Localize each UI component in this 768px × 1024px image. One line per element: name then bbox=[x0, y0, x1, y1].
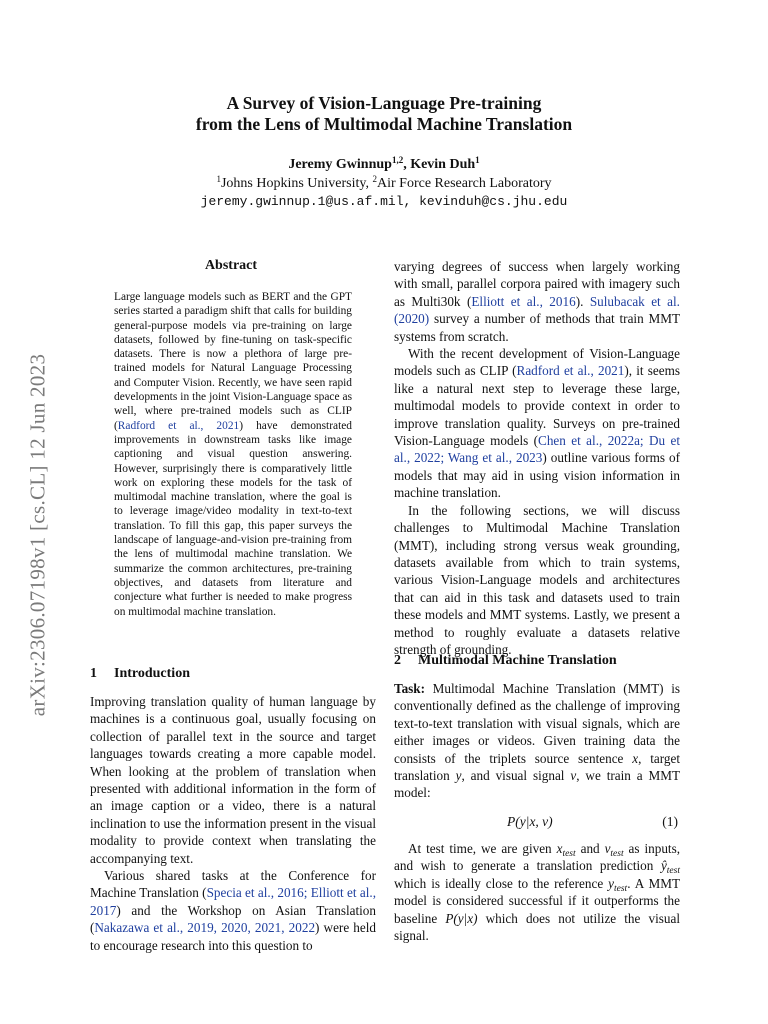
math-subscript: test bbox=[562, 849, 576, 859]
citation-link[interactable]: Nakazawa et al., 2019, 2020, 2021, 2022 bbox=[94, 920, 316, 936]
author-separator: , bbox=[403, 157, 411, 172]
paragraph-text: . A MMT model is considered successful if it outperforms the baseline bbox=[394, 875, 680, 926]
math-expression: P(y|x) bbox=[445, 910, 478, 926]
paragraph-text: At test time, we are given bbox=[408, 841, 557, 856]
math-var: v bbox=[570, 768, 577, 784]
citation-link[interactable]: Radford et al., 2021 bbox=[117, 419, 240, 432]
paragraph bbox=[394, 258, 680, 345]
paragraph bbox=[394, 680, 680, 802]
math-subscript: test bbox=[610, 849, 624, 859]
affiliations bbox=[84, 176, 684, 192]
arxiv-identifier: arXiv:2306.07198v1 [cs.CL] 12 Jun 2023 bbox=[25, 353, 50, 717]
paragraph-text: which is ideally close to the reference bbox=[394, 875, 609, 891]
paper-title-line-1: A Survey of Vision-Language Pre-training bbox=[226, 93, 542, 113]
paragraph-text: which does not utilize the visual signal. bbox=[394, 910, 680, 944]
math-var: ŷ bbox=[660, 858, 667, 874]
paragraph-text: ), it seems like a natural next step to leverage these large, multimodal models to provide context in order to improve translation quality. Surveys on pre-trained Vision-Language models ( bbox=[394, 363, 681, 449]
section-heading-introduction bbox=[90, 666, 190, 682]
math-var: x bbox=[632, 750, 639, 766]
paper-title-line-2: from the Lens of Multimodal Machine Translation bbox=[195, 114, 573, 134]
paragraph-text: With the recent development of Vision-Language models such as CLIP ( bbox=[394, 346, 680, 379]
affiliation-marker: 1 bbox=[216, 174, 221, 184]
left-column-body bbox=[90, 693, 376, 954]
paragraph bbox=[394, 840, 680, 944]
author-name: Kevin Duh bbox=[410, 157, 476, 172]
citation-link[interactable]: Chen et al., 2022a; Du et al., 2022; Wang et al., 2023 bbox=[394, 433, 681, 466]
math-var: y bbox=[608, 875, 614, 891]
equation-expression: P(y|x, v) bbox=[507, 814, 553, 829]
paragraph-text: , we train a MMT model: bbox=[394, 768, 681, 801]
citation-link[interactable]: Sulubacak et al. (2020) bbox=[394, 293, 680, 327]
section2-paragraph-1 bbox=[394, 680, 680, 802]
abstract-body bbox=[114, 290, 352, 619]
affiliation-name: Johns Hopkins University, bbox=[220, 176, 373, 191]
paragraph: In the following sections, we will discuss challenges to Multimodal Machine Translation (MMT), including strong versus weak grounding, datasets available from which to train systems, various Vision-Language models and architectures that can aid in this task and datasets used to train these models and MMT systems. Lastly, we present a method to roughly evaluate a datasets relative strength of grounding. bbox=[394, 502, 680, 657]
affiliation-marker: 2 bbox=[372, 174, 377, 184]
abstract-heading: Abstract bbox=[204, 258, 258, 273]
citation-link[interactable]: Specia et al., 2016; Elliott et al., 2017 bbox=[90, 885, 376, 918]
affiliation-name: Air Force Research Laboratory bbox=[377, 176, 552, 191]
abstract-text: Large language models such as BERT and the GPT series started a paradigm shift that calls for building general-purpose models via pre-training on large datasets, followed by fine-tuning on task-specific datasets. There is now a plethora of large pre-trained models for Natural Language Processing and Computer Vision. Recently, we have seen rapid developments in the joint Vision-Language space as well, where pre-trained models such as CLIP ( bbox=[114, 291, 352, 432]
section-heading-mmt bbox=[394, 653, 617, 669]
arxiv-sidebar bbox=[18, 320, 58, 750]
paragraph-text: ). bbox=[575, 293, 590, 309]
math-subscript: test bbox=[666, 866, 680, 877]
affiliation-marker: 1 bbox=[475, 155, 480, 165]
section-title: Introduction bbox=[114, 666, 190, 681]
author-name: Jeremy Gwinnup bbox=[288, 157, 392, 172]
math-var: v bbox=[604, 841, 611, 856]
paragraph: Improving translation quality of human language by machines is a continuous goal, usually focusing on collection of parallel text in the source and target languages towards creating a more capable model. When looking at the problem of translation when presented with additional information in the form of an image caption or a video, there is a natural inclination to use the information present in the visual modality to provide context when translating the accompanying text. bbox=[90, 694, 376, 866]
section-number: 2 bbox=[394, 653, 401, 668]
paragraph-text: varying degrees of success when largely working with small, parallel corpora paired with imagery such as Multi30k ( bbox=[394, 259, 680, 309]
task-label: Task: bbox=[394, 681, 426, 696]
math-subscript: test bbox=[614, 883, 628, 894]
citation-link[interactable]: Elliott et al., 2016 bbox=[471, 293, 576, 309]
math-var: x bbox=[556, 841, 563, 856]
right-column-body bbox=[394, 258, 680, 658]
math-var: y bbox=[455, 768, 462, 784]
section-number: 1 bbox=[90, 666, 97, 681]
section-title: Multimodal Machine Translation bbox=[418, 653, 617, 668]
author-list bbox=[84, 157, 684, 173]
equation-number: (1) bbox=[662, 814, 678, 829]
paragraph-text: , target translation bbox=[394, 750, 680, 784]
paragraph-text: and bbox=[575, 841, 605, 856]
paragraph-text: ) and the Workshop on Asian Translation ( bbox=[90, 902, 376, 936]
paragraph-text: as inputs, and wish to generate a translation prediction bbox=[394, 841, 681, 874]
author-emails: jeremy.gwinnup.1@us.af.mil, kevinduh@cs.jhu.edu bbox=[200, 194, 568, 209]
section2-paragraph-2 bbox=[394, 840, 680, 944]
paragraph-text: survey a number of methods that train MMT systems from scratch. bbox=[394, 311, 680, 344]
paragraph-text: ) were held to encourage research into this question to bbox=[90, 920, 376, 953]
affiliation-marker: 1,2 bbox=[391, 155, 404, 165]
citation-link[interactable]: Radford et al., 2021 bbox=[516, 363, 625, 379]
paragraph bbox=[90, 867, 376, 954]
paragraph-text: Various shared tasks at the Conference for Machine Translation ( bbox=[90, 868, 376, 901]
abstract-text: ) have demonstrated improvements in downstream tasks like image captioning and visual question answering. However, surprisingly there is comparatively little work on exploring these models for the task of multimodal machine translation, where the goal is to leverage image/video modality in text-to-text translation. To fill this gap, this paper surveys the landscape of language-and-vision pre-training from the lens of multimodal machine translation. We summarize the common architectures, pre-training objectives, and datasets from literature and conjecture what further is needed to make progress on multimodal machine translation. bbox=[114, 419, 352, 618]
paragraph-text: Multimodal Machine Translation (MMT) is conventionally defined as the challenge of improving text-to-text translation with visual signals, which are either images or videos. Given training data the consists of the triplets source sentence bbox=[394, 681, 680, 766]
paragraph-text: ) outline various forms of models that may aid in using vision information in machine translation. bbox=[394, 450, 680, 501]
paragraph bbox=[394, 345, 680, 502]
paragraph-text: , and visual signal bbox=[461, 768, 571, 784]
